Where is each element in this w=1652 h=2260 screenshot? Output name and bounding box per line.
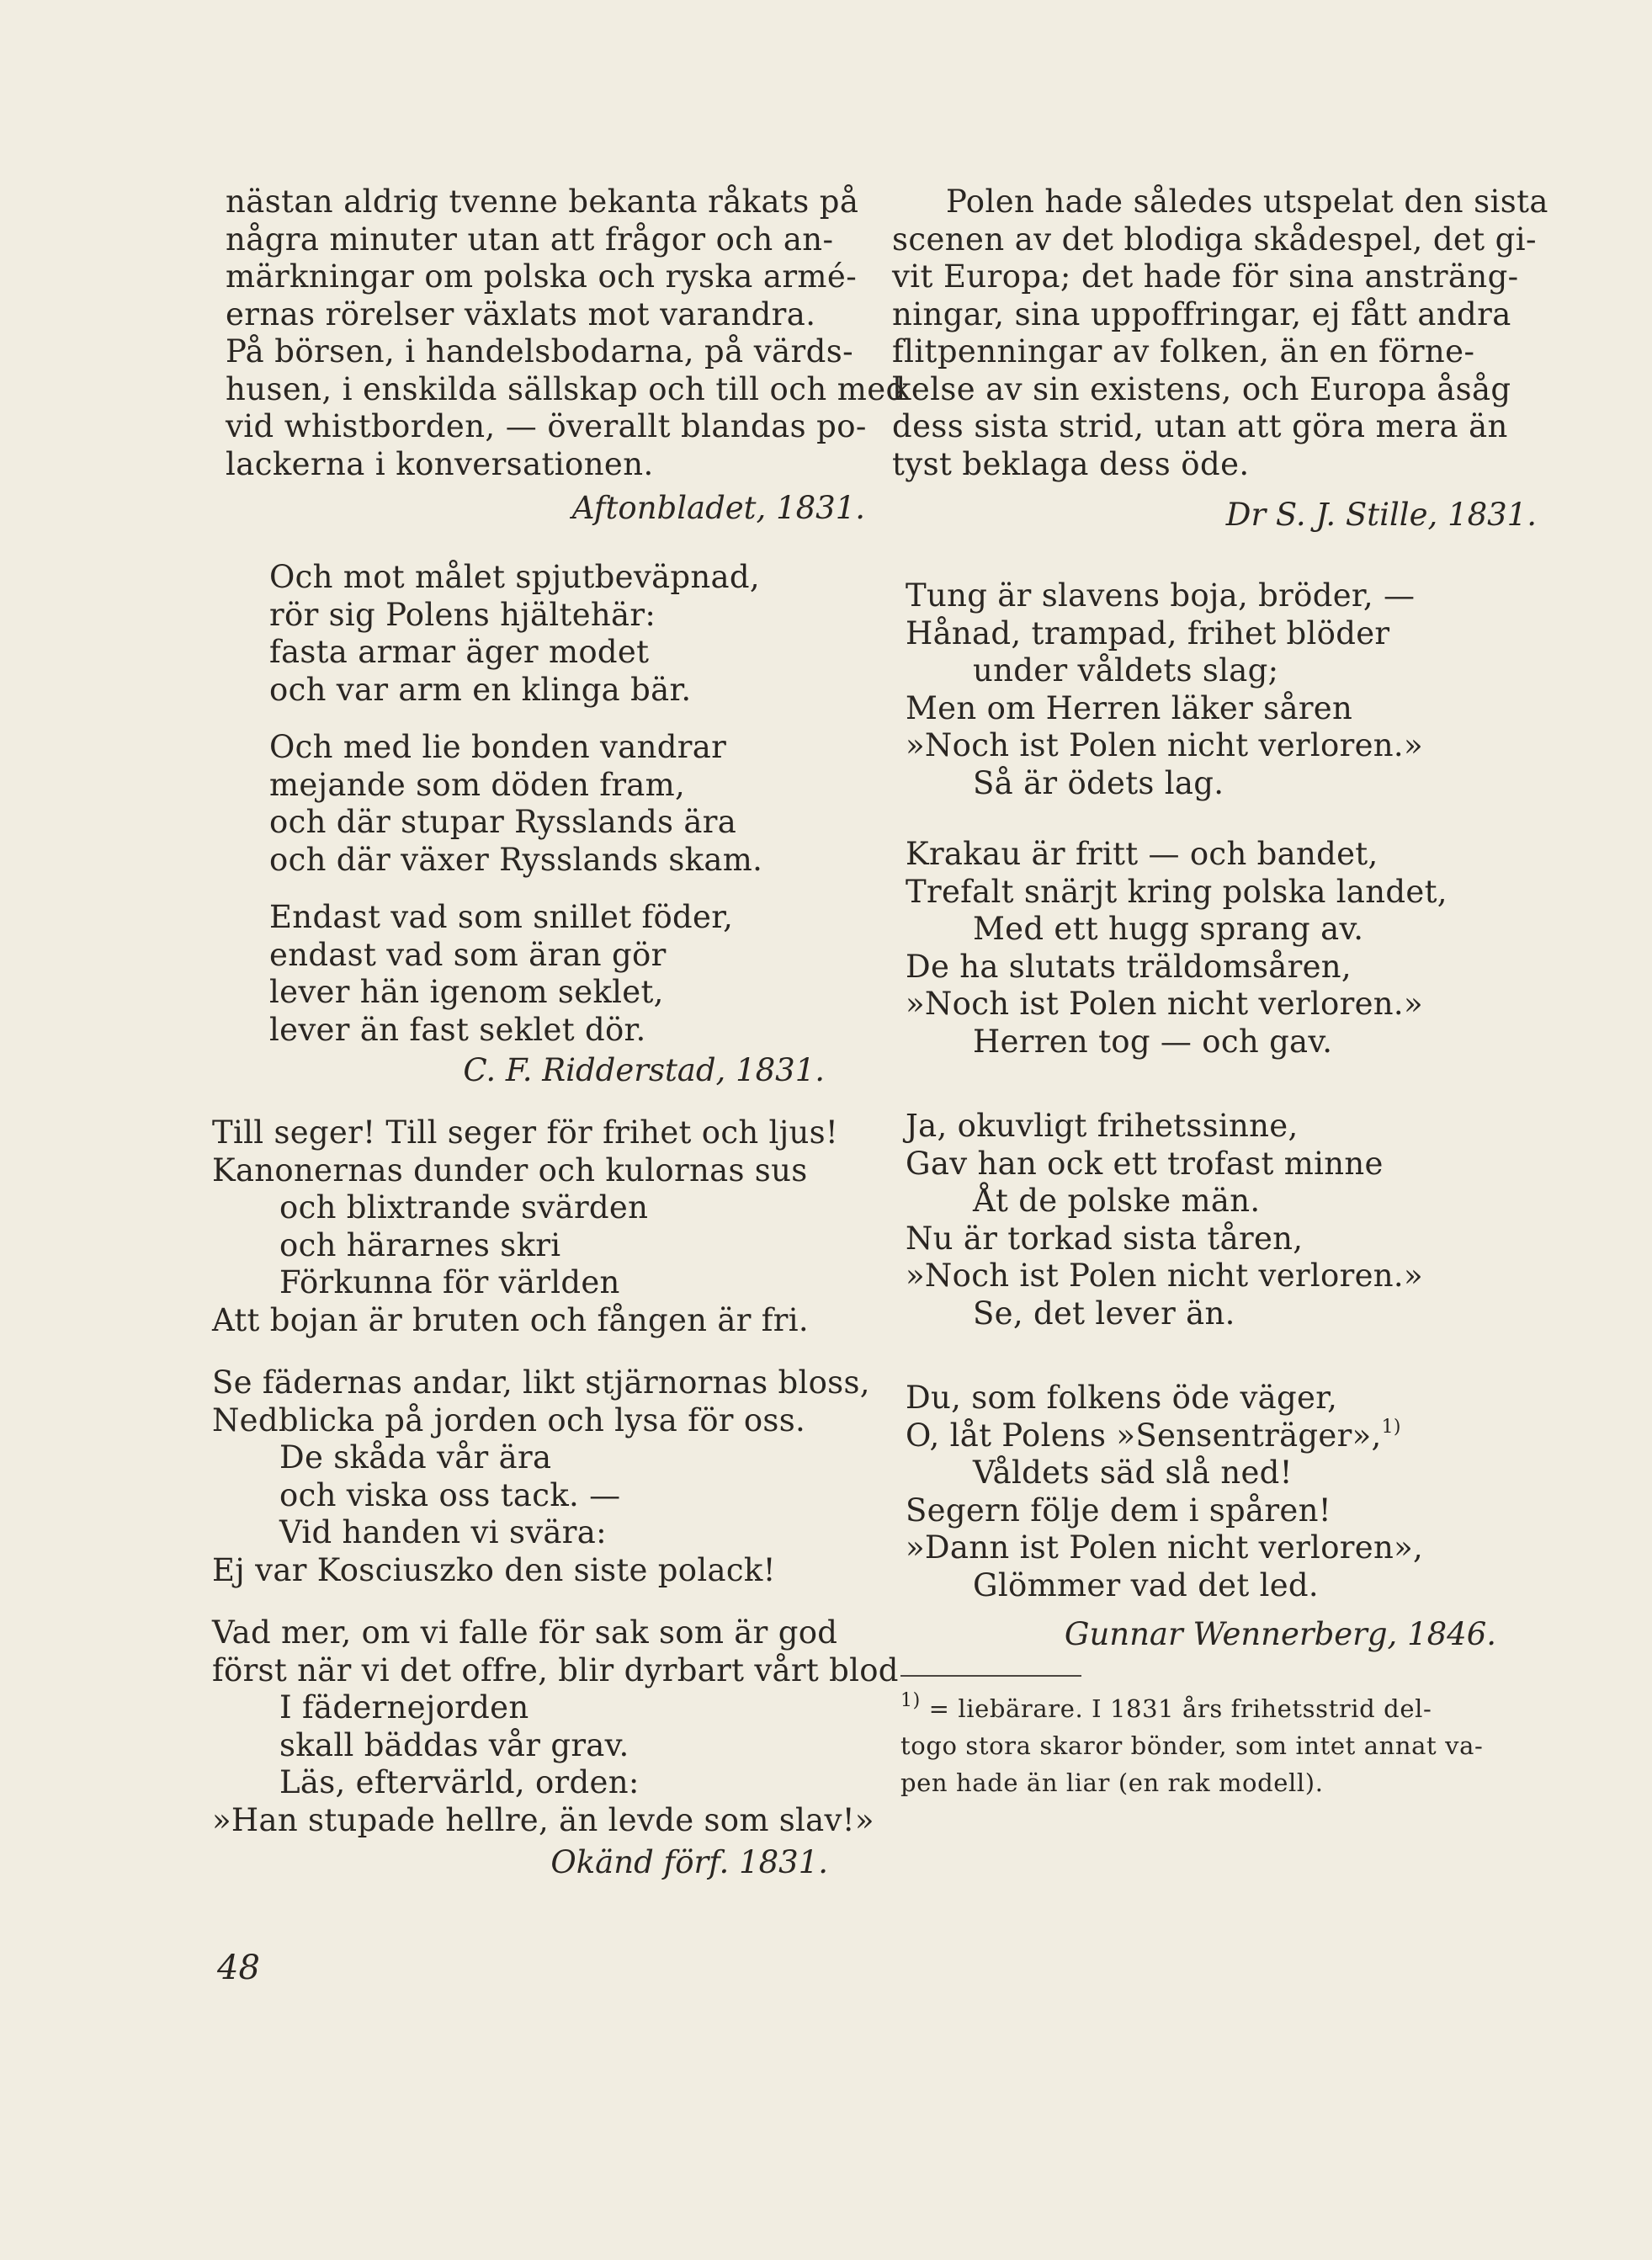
stanza [212,1614,899,1839]
verse-line: Trefalt snärjt kring polska landet, [906,873,1447,910]
unknown-author-attribution: Okänd förf. 1831. [550,1844,828,1880]
prose-line: vid whistborden, — överallt blandas po- [226,408,867,444]
verse-line: Till seger! Till seger för frihet och ljus! [212,1114,839,1151]
right-column [892,183,1565,1801]
stanza [212,1114,865,1339]
verse-line: Nu är torkad sista tåren, [906,1220,1304,1257]
prose-line: På börsen, i handelsbodarna, på värds- [226,333,853,370]
prose-line: Polen hade således utspelat den sista [946,183,1548,220]
poem-unknown-author [212,1114,899,1839]
verse-line: Nedblicka på jorden och lysa för oss. [212,1401,806,1438]
prose-line: dess sista strid, utan att göra mera än [892,408,1508,444]
prose-line: husen, i enskilda sällskap och till och med [226,370,906,407]
stanza [269,559,865,709]
verse-line: Att bojan är bruten och fången är fri. [212,1301,809,1338]
prose-line: nästan aldrig tvenne bekanta råkats på [226,183,859,220]
verse-line: och blixtrande svärden [279,1189,649,1226]
stanza [269,899,865,1049]
verse-line: lever än fast seklet dör. [269,1011,646,1048]
footnote-line: $^{1)}$ = liebärare. I 1831 års frihetsstrid del- [900,1690,1432,1723]
verse-line: Ja, okuvligt frihetssinne, [906,1108,1299,1144]
wennerberg-attribution: Gunnar Wennerberg, 1846. [1064,1616,1496,1652]
stille-attribution: Dr S. J. Stille, 1831. [1225,497,1537,533]
prose-line: märkningar om polska och ryska armé- [226,258,858,295]
verse-line: Tung är slavens boja, bröder, — [906,577,1416,614]
verse-line: De skåda vår ära [279,1439,552,1476]
verse-line: och där stupar Rysslands ära [269,804,737,840]
verse-line: Glömmer vad det led. [973,1566,1319,1603]
verse-line: endast vad som äran gör [269,936,667,973]
prose-line: scenen av det blodiga skådespel, det gi- [892,221,1537,258]
verse-line: rör sig Polens hjältehär: [269,596,656,633]
verse-line: Se, det lever än. [973,1295,1235,1332]
verse-line: fasta armar äger modet [269,634,650,670]
verse-line: Se fädernas andar, likt stjärnornas bloss, [212,1364,870,1401]
stanza [269,729,865,879]
stanza [212,1364,870,1589]
footnote-line: togo stora skaror bönder, som intet annat va- [900,1731,1484,1760]
verse-line: I fädernejorden [279,1689,529,1726]
prose-line: ningar, sina uppoffringar, ej fått andra [892,295,1511,332]
stanza [906,836,1565,1061]
verse-line: »Dann ist Polen nicht verloren», [906,1529,1424,1566]
verse-line: Kanonernas dunder och kulornas sus [212,1151,808,1188]
verse-line: Och med lie bonden vandrar [269,729,727,765]
prose-line: några minuter utan att frågor och an- [226,221,834,258]
prose-line: kelse av sin existens, och Europa åsåg [892,370,1511,407]
verse-line: Ej var Kosciuszko den siste polack! [212,1551,776,1588]
verse-line: Men om Herren läker såren [906,689,1353,726]
prose-line: ernas rörelser växlats mot varandra. [226,295,816,332]
verse-line: Krakau är fritt — och bandet, [906,836,1378,872]
footnote [900,1690,1565,1801]
stanza [906,577,1565,802]
verse-line: O, låt Polens »Sensenträger»,$^{1)}$ [906,1417,1401,1454]
verse-line: De ha slutats träldomsåren, [906,948,1352,985]
verse-line: skall bäddas vår grav. [279,1726,629,1763]
stanza [906,1108,1565,1332]
footnote-marker: 1) [900,1690,921,1712]
verse-line: Hånad, trampad, frihet blöder [906,614,1390,651]
prose-line: vit Europa; det hade för sina ansträng- [892,258,1519,295]
left-column [212,183,906,1881]
prose-line: tyst beklaga dess öde. [892,445,1250,482]
verse-line: och var arm en klinga bär. [269,671,692,708]
aftonbladet-quote [226,183,906,483]
verse-line: »Noch ist Polen nicht verloren.» [906,986,1423,1022]
verse-line: »Noch ist Polen nicht verloren.» [906,727,1423,763]
verse-line: Endast vad som snillet föder, [269,899,734,935]
verse-line: Segern följe dem i spåren! [906,1492,1331,1529]
verse-line: under våldets slag; [973,652,1279,689]
verse-line: Vad mer, om vi falle för sak som är god [212,1614,838,1651]
ridderstad-attribution: C. F. Ridderstad, 1831. [463,1052,825,1088]
aftonbladet-attribution: Aftonbladet, 1831. [571,490,865,526]
prose-line: flitpenningar av folken, än en förne- [892,333,1475,370]
page-number: 48 [217,1949,260,1987]
verse-line: »Han stupade hellre, än levde som slav!» [212,1801,874,1838]
verse-line: och viska oss tack. — [279,1476,621,1513]
prose-line: lackerna i konversationen. [226,445,654,482]
verse-line: Med ett hugg sprang av. [973,911,1364,947]
verse-line: lever hän igenom seklet, [269,974,664,1010]
footnote-reference: 1) [1381,1417,1401,1438]
poem-ridderstad [226,559,865,1049]
verse-line: och där växer Rysslands skam. [269,841,763,878]
verse-line: Vid handen vi svära: [279,1514,607,1550]
footnote-rule [900,1675,1081,1677]
stille-quote [892,183,1565,483]
verse-line: Och mot målet spjutbeväpnad, [269,559,760,595]
verse-line: först när vi det offre, blir dyrbart vårt blod [212,1651,899,1688]
verse-line: mejande som döden fram, [269,766,686,803]
verse-line: Åt de polske män. [973,1183,1261,1219]
stanza [906,1380,1565,1604]
verse-line: »Noch ist Polen nicht verloren.» [906,1258,1423,1294]
footnote-line: pen hade än liar (en rak modell). [900,1768,1324,1797]
verse-line: Våldets säd slå ned! [973,1454,1293,1491]
verse-line: Herren tog — och gav. [973,1023,1333,1060]
verse-line: Så är ödets lag. [973,764,1224,801]
verse-line: Du, som folkens öde väger, [906,1380,1338,1416]
verse-line: Förkunna för världen [279,1264,620,1300]
poem-wennerberg [906,577,1565,1604]
verse-line: och härarnes skri [279,1226,561,1263]
verse-line: Gav han ock ett trofast minne [906,1145,1384,1182]
verse-line: Läs, eftervärld, orden: [279,1764,640,1800]
